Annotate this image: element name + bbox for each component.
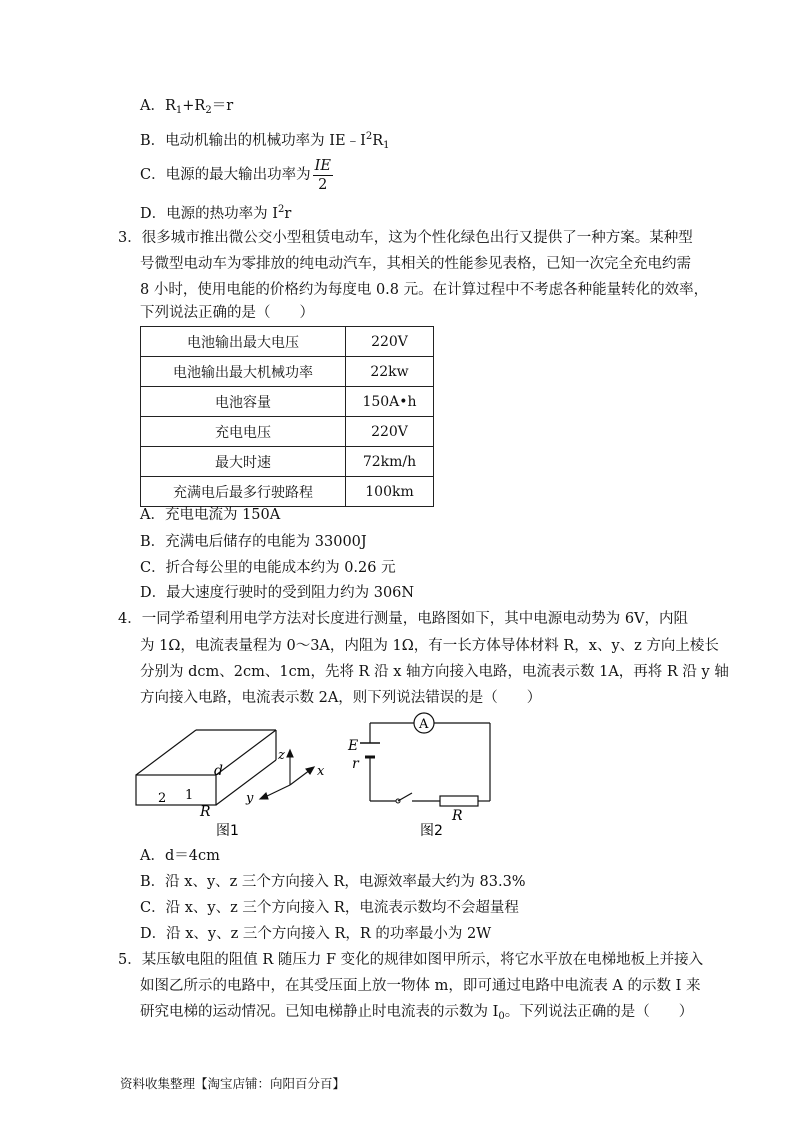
q3-option-a: A．充电电流为 150A	[140, 507, 281, 523]
y-arrow	[260, 793, 268, 799]
x-axis	[290, 770, 310, 785]
q4-stem-line1: 4．一同学希望利用电学方法对长度进行测量，电路图如下，其中电源电动势为 6V，内阻	[118, 611, 689, 627]
q3-stem-line1: 3．很多城市推出微公交小型租赁电动车，这为个性化绿色出行又提供了一种方案。某种型	[118, 230, 693, 246]
table-row: 充满电后最多行驶路程 100km	[141, 477, 434, 507]
axis-label-x: x	[317, 764, 325, 779]
q4-stem-line2: 为 1Ω，电流表量程为 0～3A，内阻为 1Ω，有一长方体导体材料 R，x、y、z 方向上棱长	[140, 638, 719, 654]
axis-label-y: y	[246, 791, 254, 806]
figure-2-circuit	[340, 705, 510, 843]
cuboid-shape	[136, 730, 276, 805]
q3-stem-line4: 下列说法正确的是（ ）	[140, 305, 314, 321]
q5-stem-line3: 研究电梯的运动情况。已知电梯静止时电流表的示数为 $I_0$。下列说法正确的是（ ）	[140, 1004, 694, 1022]
figure-1-caption: 图1	[216, 823, 239, 839]
emf-label-e: E	[348, 738, 359, 754]
q2-option-a: A．$R_1+R_2=r$	[140, 98, 234, 116]
axis-label-z: z	[278, 748, 285, 763]
axes	[260, 750, 314, 799]
resistor-label: R	[452, 808, 463, 824]
q3-option-c: C．折合每公里的电能成本约为 0.26 元	[140, 560, 396, 576]
q3-option-b: B．充满电后储存的电能为 33000J	[140, 534, 367, 550]
x-arrow	[306, 767, 314, 774]
q3-stem-line2: 号微型电动车为零排放的纯电动汽车，其相关的性能参见表格，已知一次完全充电约需	[140, 256, 691, 272]
q4-option-b: B．沿 x、y、z 三个方向接入 R，电源效率最大约为 83.3%	[140, 874, 526, 890]
edge-label-2: 2	[158, 791, 167, 806]
table-row: 电池容量 150A•h	[141, 387, 434, 417]
q4-stem-line4: 方向接入电路，电流表示数 2A，则下列说法错误的是（ ）	[140, 690, 542, 706]
table-row: 充电电压 220V	[141, 417, 434, 447]
q2-option-c: C．电源的最大输出功率为 $\frac{IE}{2}$	[140, 157, 331, 193]
ammeter-label: A	[419, 717, 429, 732]
resistor-label-r: R	[200, 804, 211, 820]
q2-option-b: B．电动机输出的机械功率为 $IE﹣I^2R_1$	[140, 131, 390, 151]
q4-option-c: C．沿 x、y、z 三个方向接入 R，电流表示数均不会超量程	[140, 900, 519, 916]
q4-option-d: D．沿 x、y、z 三个方向接入 R，R 的功率最小为 2W	[140, 926, 492, 942]
z-arrow	[287, 750, 293, 757]
q3-option-d: D．最大速度行驶时的受到阻力约为 306N	[140, 585, 415, 601]
q5-stem-line1: 5．某压敏电阻的阻值 R 随压力 F 变化的规律如图甲所示，将它水平放在电梯地板上并接入	[118, 952, 704, 968]
q3-stem-line3: 8 小时，使用电能的价格约为每度电 0.8 元。在计算过程中不考虑各种能量转化的效率，	[140, 282, 709, 298]
figure-2-caption: 图2	[420, 823, 443, 839]
q4-option-a: A．d＝4cm	[140, 848, 220, 864]
page-footer: 资料收集整理【淘宝店铺：向阳百分百】	[120, 1076, 346, 1091]
q4-stem-line3: 分别为 dcm、2cm、1cm，先将 R 沿 x 轴方向接入电路，电流表示数 1A，再将 R 沿 y 轴	[140, 664, 729, 680]
y-axis	[265, 785, 290, 797]
circuit-wires	[370, 723, 490, 801]
edge-label-d: d	[214, 763, 223, 779]
internal-resistance-label: r	[352, 756, 359, 772]
table-row: 最大时速 72km/h	[141, 447, 434, 477]
figure-1-cuboid	[130, 725, 340, 843]
table-row: 电池输出最大电压 220V	[141, 327, 434, 357]
spec-table	[140, 326, 434, 507]
fraction-ie-over-2: $\frac{IE}{2}$	[314, 157, 331, 193]
edge-label-1: 1	[185, 788, 194, 803]
q5-stem-line2: 如图乙所示的电路中，在其受压面上放一物体 m，即可通过电路中电流表 A 的示数 I 来	[140, 978, 701, 994]
table-row: 电池输出最大机械功率 22kw	[141, 357, 434, 387]
q2-option-d: D．电源的热功率为 $I^2r$	[140, 204, 292, 222]
resistor-icon	[440, 796, 478, 806]
switch-icon	[398, 793, 412, 801]
